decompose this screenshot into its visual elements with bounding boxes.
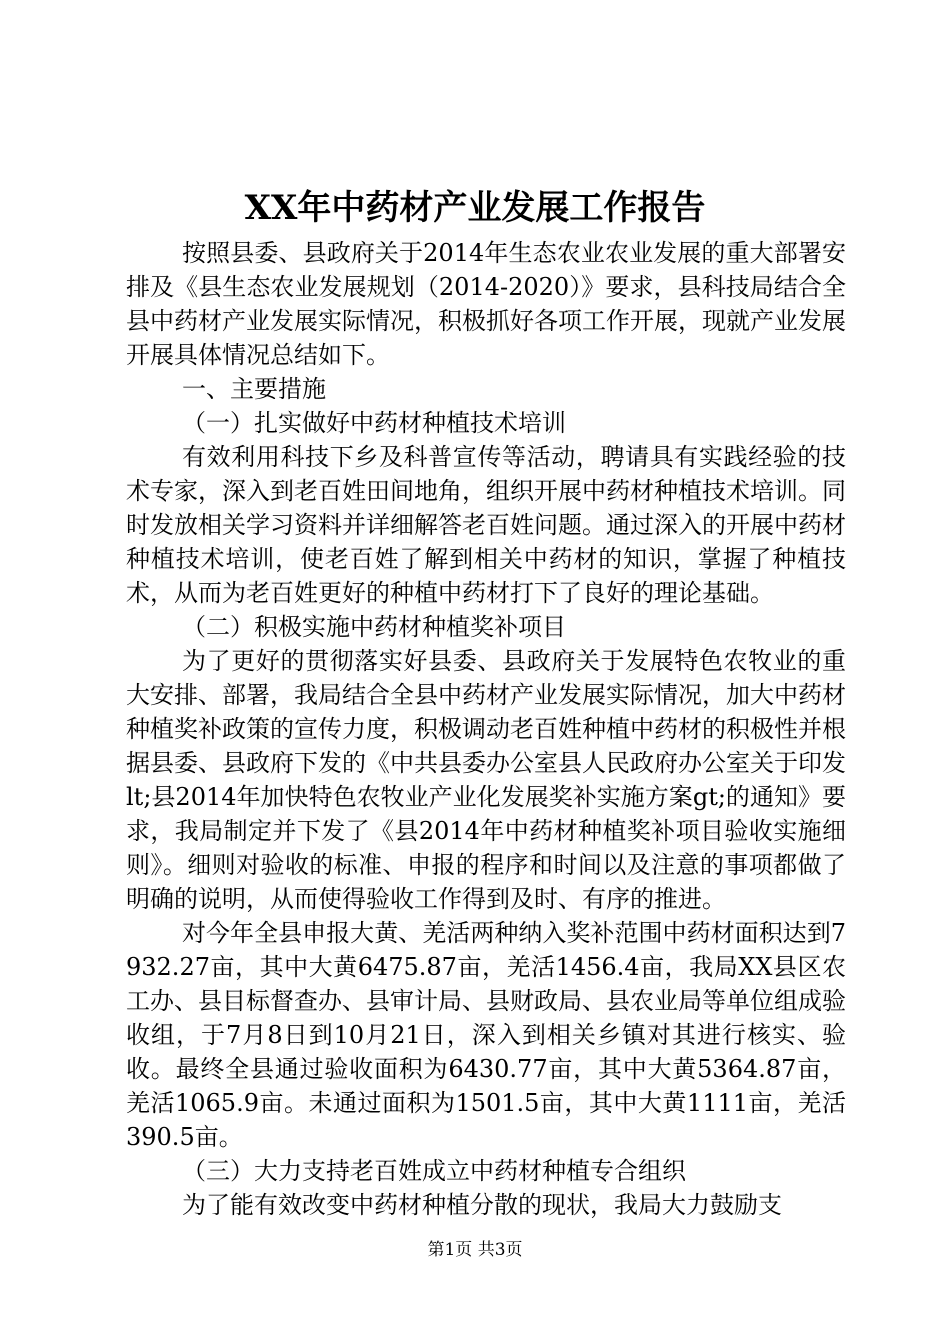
intro-paragraph: 按照县委、县政府关于2014年生态农业农业发展的重大部署安排及《县生态农业发展规划（2014-2020）》要求，县科技局结合全县中药材产业发展实际情况，积极抓好各项工作开展，现就产业发展开展具体情况总结如下。 — [126, 239, 846, 369]
subsection-heading-training: （一）扎实做好中药材种植技术培训 — [182, 409, 566, 437]
cooperatives-paragraph: 为了能有效改变中药材种植分散的现状，我局大力鼓励支 — [182, 1191, 782, 1219]
page-footer: 第1页 共3页 — [427, 1240, 523, 1260]
document-body — [126, 236, 846, 1222]
acceptance-paragraph: 对今年全县申报大黄、羌活两种纳入奖补范围中药材面积达到7932.27亩，其中大黄6475.87亩，羌活1456.4亩，我局XX县区农工办、县目标督查办、县审计局、县财政局、县农业局等单位组成验收组，于7月8日到10月21日，深入到相关乡镇对其进行核实、验收。最终全县通过验收面积为6430.77亩，其中大黄5364.87亩，羌活1065.9亩。未通过面积为1501.5亩，其中大黄1111亩，羌活390.5亩。 — [126, 919, 846, 1151]
subsection-heading-cooperatives: （三）大力支持老百姓成立中药材种植专合组织 — [182, 1157, 686, 1185]
document-title: XX年中药材产业发展工作报告 — [244, 188, 706, 228]
subsidy-paragraph: 为了更好的贯彻落实好县委、县政府关于发展特色农牧业的重大安排、部署，我局结合全县中药材产业发展实际情况，加大中药材种植奖补政策的宣传力度，积极调动老百姓种植中药材的积极性并根据县委、县政府下发的《中共县委办公室县人民政府办公室关于印发lt;县2014年加快特色农牧业产业化发展奖补实施方案gt;的通知》要求，我局制定并下发了《县2014年中药材种植奖补项目验收实施细则》。细则对验收的标准、申报的程序和时间以及注意的事项都做了明确的说明，从而使得验收工作得到及时、有序的推进。 — [126, 647, 846, 913]
section-heading-main-measures: 一、主要措施 — [182, 375, 326, 403]
subsection-heading-subsidy: （二）积极实施中药材种植奖补项目 — [182, 613, 566, 641]
training-paragraph: 有效利用科技下乡及科普宣传等活动，聘请具有实践经验的技术专家，深入到老百姓田间地角，组织开展中药材种植技术培训。同时发放相关学习资料并详细解答老百姓问题。通过深入的开展中药材种植技术培训，使老百姓了解到相关中药材的知识，掌握了种植技术，从而为老百姓更好的种植中药材打下了良好的理论基础。 — [126, 443, 846, 607]
